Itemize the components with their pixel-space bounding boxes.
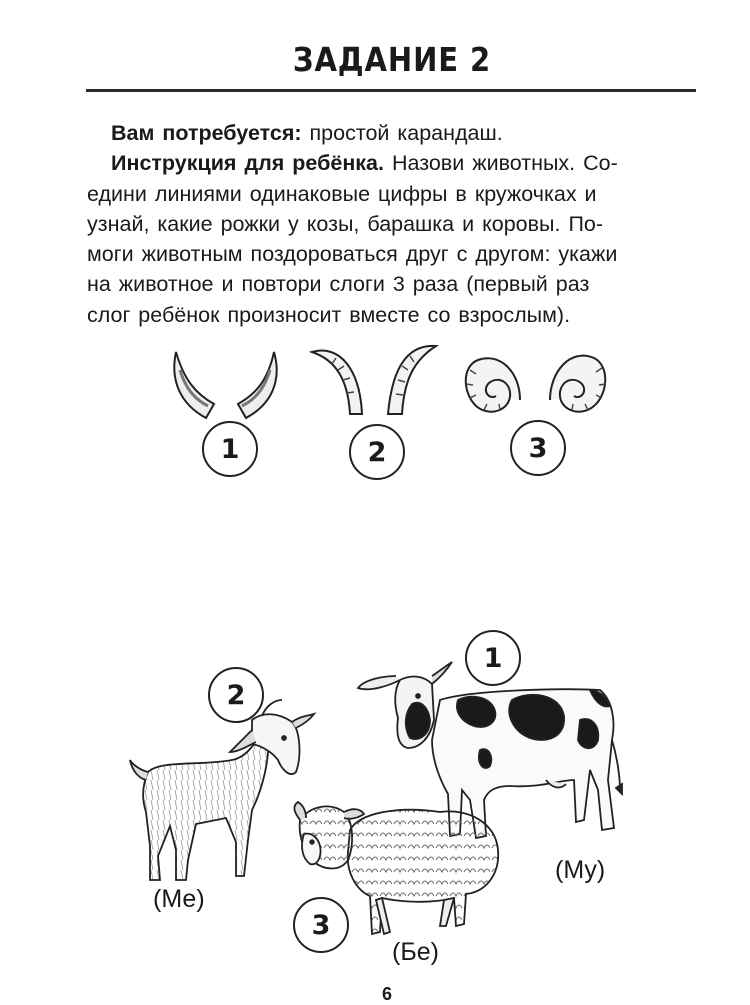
goat-horns-icon [312, 346, 436, 414]
instruction-text-line: едини линиями одинаковые цифры в кружочках и [87, 181, 597, 206]
materials-value: простой карандаш. [309, 121, 503, 145]
goat-number-circle: 2 [208, 667, 264, 723]
cow-horns-icon [174, 352, 276, 418]
horn-number-circle: 2 [349, 424, 405, 480]
materials-label: Вам потребуется: [111, 121, 302, 145]
page-title: ЗАДАНИЕ 2 [292, 40, 492, 79]
sheep-sound-label: (Бе) [392, 938, 439, 966]
cow-number-circle: 1 [465, 630, 521, 686]
ram-horns-icon [466, 356, 606, 412]
instruction-text-line: на животное и повтори слоги 3 раза (первый раз [87, 272, 590, 297]
instruction-text-line: узнай, какие рожки у козы, барашка и коровы. По- [87, 211, 604, 236]
instruction-text-line: моги животным поздороваться друг с другом: укажи [87, 242, 618, 267]
horn-number-circle: 3 [510, 420, 566, 476]
horn-number-circle: 1 [202, 421, 258, 477]
instruction-text: Назови животных. Со- [391, 151, 618, 176]
goat-icon [130, 700, 314, 880]
page-number: 6 [382, 984, 393, 1004]
goat-sound-label: (Ме) [153, 885, 205, 913]
sheep-number-circle: 3 [293, 897, 349, 953]
instruction-label: Инструкция для ребёнка. [111, 151, 384, 176]
cow-sound-label: (Му) [555, 856, 606, 884]
instruction-text-line: слог ребёнок произносит вместе со взрослым). [87, 302, 571, 327]
